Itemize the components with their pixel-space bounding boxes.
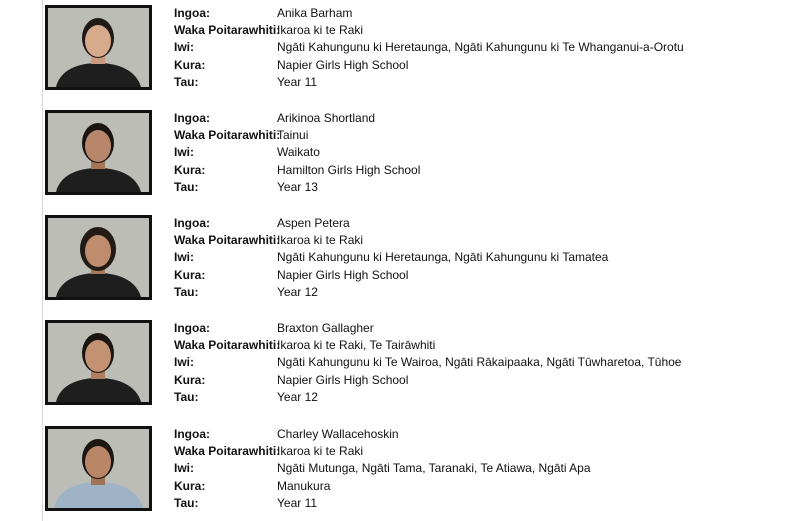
player-iwi: Ngāti Kahungunu ki Heretaunga, Ngāti Kahungunu ki Te Whanganui-a-Orotu <box>277 40 684 54</box>
tau-label: Tau: <box>174 285 199 299</box>
name-label: Ingoa: <box>174 6 210 20</box>
player-tau: Year 13 <box>277 180 318 194</box>
iwi-label: Iwi: <box>174 461 194 475</box>
player-photo <box>45 110 152 195</box>
kura-label: Kura: <box>174 268 206 282</box>
player-waka: Tainui <box>277 128 309 142</box>
player-portrait-image <box>48 218 149 297</box>
player-portrait-image <box>48 323 149 402</box>
waka-label: Waka Poitarawhiti: <box>174 338 281 352</box>
player-entry <box>0 213 800 301</box>
player-entry <box>0 108 800 196</box>
iwi-label: Iwi: <box>174 40 194 54</box>
player-portrait-image <box>48 113 149 192</box>
player-portrait-image <box>48 8 149 87</box>
kura-label: Kura: <box>174 479 206 493</box>
player-waka: Ikaroa ki te Raki <box>277 23 364 37</box>
tau-label: Tau: <box>174 75 199 89</box>
player-iwi: Ngāti Kahungunu ki Heretaunga, Ngāti Kahungunu ki Tamatea <box>277 250 609 264</box>
name-label: Ingoa: <box>174 427 210 441</box>
player-tau: Year 11 <box>277 75 318 89</box>
player-waka: Ikaroa ki te Raki <box>277 444 364 458</box>
player-entry <box>0 3 800 91</box>
player-photo <box>45 426 152 511</box>
player-iwi: Waikato <box>277 145 320 159</box>
player-iwi: Ngāti Kahungunu ki Te Wairoa, Ngāti Rākaipaaka, Ngāti Tūwharetoa, Tūhoe <box>277 355 682 369</box>
kura-label: Kura: <box>174 58 206 72</box>
name-label: Ingoa: <box>174 321 210 335</box>
player-waka: Ikaroa ki te Raki, Te Tairāwhiti <box>277 338 436 352</box>
waka-label: Waka Poitarawhiti: <box>174 23 281 37</box>
player-entry <box>0 424 800 512</box>
player-name: Charley Wallacehoskin <box>277 427 399 441</box>
player-name: Aspen Petera <box>277 216 350 230</box>
kura-label: Kura: <box>174 163 206 177</box>
player-kura: Hamilton Girls High School <box>277 163 421 177</box>
waka-label: Waka Poitarawhiti: <box>174 233 281 247</box>
player-tau: Year 12 <box>277 390 318 404</box>
player-tau: Year 12 <box>277 285 318 299</box>
waka-label: Waka Poitarawhiti: <box>174 128 281 142</box>
iwi-label: Iwi: <box>174 250 194 264</box>
player-kura: Manukura <box>277 479 331 493</box>
player-name: Braxton Gallagher <box>277 321 374 335</box>
player-tau: Year 11 <box>277 496 318 510</box>
tau-label: Tau: <box>174 496 199 510</box>
player-waka: Ikaroa ki te Raki <box>277 233 364 247</box>
name-label: Ingoa: <box>174 216 210 230</box>
player-kura: Napier Girls High School <box>277 58 409 72</box>
player-photo <box>45 320 152 405</box>
player-entry <box>0 318 800 406</box>
waka-label: Waka Poitarawhiti: <box>174 444 281 458</box>
player-photo <box>45 215 152 300</box>
iwi-label: Iwi: <box>174 355 194 369</box>
player-portrait-image <box>48 429 149 508</box>
iwi-label: Iwi: <box>174 145 194 159</box>
tau-label: Tau: <box>174 180 199 194</box>
name-label: Ingoa: <box>174 111 210 125</box>
player-photo <box>45 5 152 90</box>
player-name: Anika Barham <box>277 6 353 20</box>
player-kura: Napier Girls High School <box>277 268 409 282</box>
player-name: Arikinoa Shortland <box>277 111 376 125</box>
player-iwi: Ngāti Mutunga, Ngāti Tama, Taranaki, Te Atiawa, Ngāti Apa <box>277 461 591 475</box>
kura-label: Kura: <box>174 373 206 387</box>
tau-label: Tau: <box>174 390 199 404</box>
player-kura: Napier Girls High School <box>277 373 409 387</box>
